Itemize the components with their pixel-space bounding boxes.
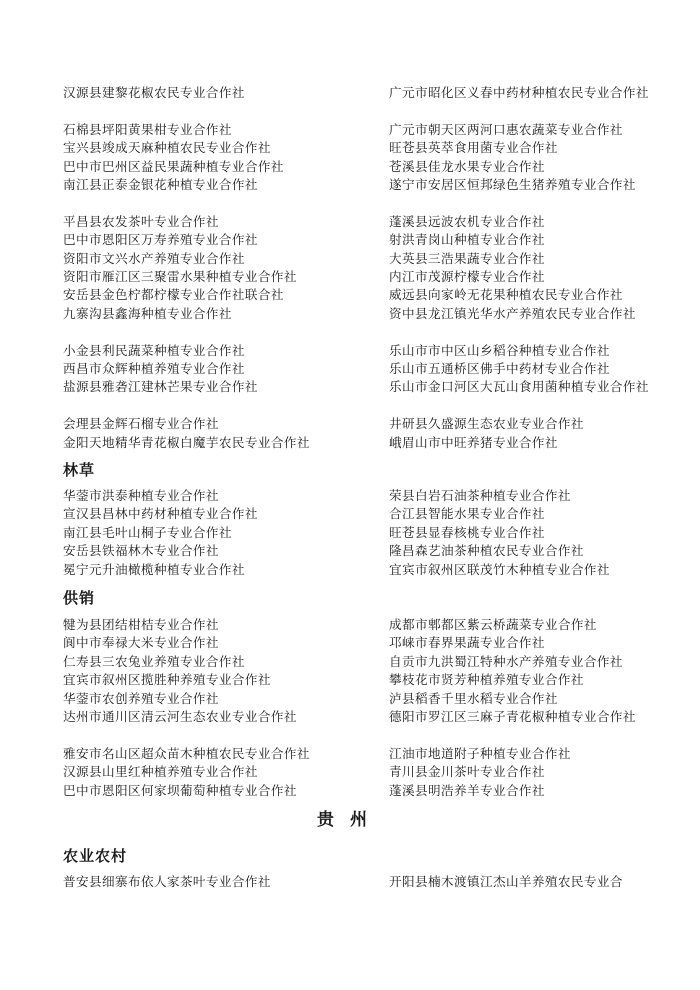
cooperative-entry: 冕宁元升油橄榄种植专业合作社: [63, 561, 245, 577]
entry-group: [389, 415, 657, 452]
cooperative-entry: 资阳市雁江区三聚雷水果种植专业合作社: [63, 269, 297, 285]
sichuan-agri-right-column: [389, 84, 657, 452]
cooperative-entry: 荣县白岩石油茶种植专业合作社: [389, 488, 571, 503]
cooperative-entry: 遂宁市安居区恒邦绿色生猪养殖专业合作社: [389, 177, 636, 193]
cooperative-entry: 乐山市金口河区大瓦山食用菌种植专业合作社: [389, 379, 649, 395]
cooperative-entry: 九寨沟县鑫海种植专业合作社: [63, 305, 232, 321]
forestry-left-column: [63, 487, 363, 579]
cooperative-entry: 南江县正泰金银花种植专业合作社: [63, 177, 258, 193]
cooperative-entry: 汉源县山里红种植养殖专业合作社: [63, 764, 258, 780]
supply-right-column: [389, 616, 657, 800]
cooperative-entry: 青川县金川茶叶专业合作社: [389, 764, 545, 780]
cooperative-entry: 安岳县铁福林木专业合作社: [63, 543, 219, 559]
cooperative-entry: 达州市通川区清云河生态农业专业合作社: [63, 709, 297, 725]
cooperative-entry: 华蓥市洪泰种植专业合作社: [63, 488, 219, 503]
entry-group: [389, 342, 657, 397]
cooperative-entry: 广元市昭化区义春中药材种植农民专业合作社: [389, 85, 649, 100]
cooperative-entry: 成都市郫都区紫云桥蔬菜专业合作社: [389, 617, 597, 632]
province-heading-guizhou: 贵州: [317, 810, 383, 830]
cooperative-entry: 大英县三浩果蔬专业合作社: [389, 250, 545, 266]
cooperative-entry: 西昌市众辉种植养殖专业合作社: [63, 361, 245, 377]
entry-group: [63, 616, 363, 726]
cooperative-entry: 广元市朝天区两河口惠农蔬菜专业合作社: [389, 121, 623, 137]
cooperative-entry: 射洪青岗山种植专业合作社: [389, 232, 545, 248]
cooperative-entry: 安岳县金色柠都柠檬专业合作社联合社: [63, 287, 284, 303]
cooperative-entry: 金阳天地精华青花椒白魔芋农民专业合作社: [63, 434, 310, 450]
cooperative-entry: 峨眉山市中旺养猪专业合作社: [389, 434, 558, 450]
section-heading-guizhou-agri: 农业农村: [63, 847, 128, 865]
cooperative-entry: 旺苍县英萃食用菌专业合作社: [389, 140, 558, 156]
entry-group: [63, 415, 363, 452]
cooperative-entry: 宜宾市叙州区揽胜种养殖专业合作社: [63, 672, 271, 688]
cooperative-entry: 蓬溪县明浩养羊专业合作社: [389, 782, 545, 798]
cooperative-entry: 宣汉县昌林中药材种植专业合作社: [63, 506, 258, 522]
cooperative-entry: 巴中市恩阳区万寿养殖专业合作社: [63, 232, 258, 248]
cooperative-entry: 江油市地道附子种植专业合作社: [389, 745, 571, 761]
cooperative-entry: 苍溪县佳龙水果专业合作社: [389, 158, 545, 174]
supply-left-column: [63, 616, 363, 800]
entry-group: [63, 342, 363, 397]
sichuan-agri-left-column: [63, 84, 363, 452]
cooperative-entry: 乐山市五通桥区佛手中药材专业合作社: [389, 361, 610, 377]
entry-group: [389, 745, 657, 800]
cooperative-entry: 井研县久盛源生态农业专业合作社: [389, 416, 584, 432]
entry-group: [389, 487, 657, 579]
entry-group: [63, 213, 363, 323]
entry-group: [63, 121, 363, 195]
guizhou-agri-right-column: [389, 873, 657, 891]
cooperative-entry: 隆昌森艺油茶种植农民专业合作社: [389, 543, 584, 559]
entry-group: [389, 84, 657, 102]
entry-group: [389, 121, 657, 195]
cooperative-entry: 普安县细寨布依人家茶叶专业合作社: [63, 874, 271, 889]
cooperative-entry: 开阳县楠木渡镇江杰山羊养殖农民专业合: [389, 874, 623, 889]
cooperative-entry: 汉源县建黎花椒农民专业合作社: [63, 85, 245, 100]
cooperative-entry: 会理县金辉石榴专业合作社: [63, 416, 219, 432]
cooperative-entry: 雅安市名山区超众苗木种植农民专业合作社: [63, 745, 310, 761]
entry-group: [389, 873, 657, 891]
section-heading-forestry: 林草: [63, 461, 96, 479]
entry-group: [63, 487, 363, 579]
cooperative-entry: 自贡市九洪蜀江特种水产养殖专业合作社: [389, 653, 623, 669]
forestry-right-column: [389, 487, 657, 579]
cooperative-entry: 内江市茂源柠檬专业合作社: [389, 269, 545, 285]
cooperative-entry: 泸县稻香千里水稻专业合作社: [389, 690, 558, 706]
section-heading-supply: 供销: [63, 589, 96, 607]
cooperative-entry: 旺苍县显春核桃专业合作社: [389, 524, 545, 540]
cooperative-entry: 攀枝花市贤芳种植养殖专业合作社: [389, 672, 584, 688]
entry-group: [63, 873, 363, 891]
cooperative-entry: 巴中市恩阳区何家坝葡萄种植专业合作社: [63, 782, 297, 798]
cooperative-entry: 资阳市文兴水产养殖专业合作社: [63, 250, 245, 266]
cooperative-entry: 南江县毛叶山桐子专业合作社: [63, 524, 232, 540]
cooperative-entry: 邛崃市春界果蔬专业合作社: [389, 635, 545, 651]
cooperative-entry: 仁寿县三农兔业养殖专业合作社: [63, 653, 245, 669]
cooperative-entry: 宝兴县竣成天麻种植农民专业合作社: [63, 140, 271, 156]
cooperative-entry: 合江县智能水果专业合作社: [389, 506, 545, 522]
cooperative-entry: 华蓥市农创养殖专业合作社: [63, 690, 219, 706]
entry-group: [63, 84, 363, 102]
cooperative-entry: 乐山市市中区山乡稻谷种植专业合作社: [389, 342, 610, 358]
entry-group: [389, 616, 657, 726]
cooperative-entry: 德阳市罗江区三麻子青花椒种植专业合作社: [389, 709, 636, 725]
cooperative-entry: 犍为县团结柑桔专业合作社: [63, 617, 219, 632]
cooperative-entry: 威远县向家岭无花果种植农民专业合作社: [389, 287, 623, 303]
cooperative-entry: 资中县龙江镇光华水产养殖农民专业合作社: [389, 305, 636, 321]
cooperative-entry: 平昌县农发茶叶专业合作社: [63, 213, 219, 229]
entry-group: [63, 745, 363, 800]
cooperative-entry: 宜宾市叙州区联茂竹木种植专业合作社: [389, 561, 610, 577]
cooperative-entry: 阆中市奉禄大米专业合作社: [63, 635, 219, 651]
guizhou-agri-left-column: [63, 873, 363, 891]
cooperative-entry: 蓬溪县远波农机专业合作社: [389, 213, 545, 229]
cooperative-entry: 巴中市巴州区益民果蔬种植专业合作社: [63, 158, 284, 174]
entry-group: [389, 213, 657, 323]
cooperative-entry: 盐源县雅砻江建林芒果专业合作社: [63, 379, 258, 395]
cooperative-entry: 小金县利民蔬菜种植专业合作社: [63, 342, 245, 358]
cooperative-entry: 石棉县坪阳黄果柑专业合作社: [63, 121, 232, 137]
